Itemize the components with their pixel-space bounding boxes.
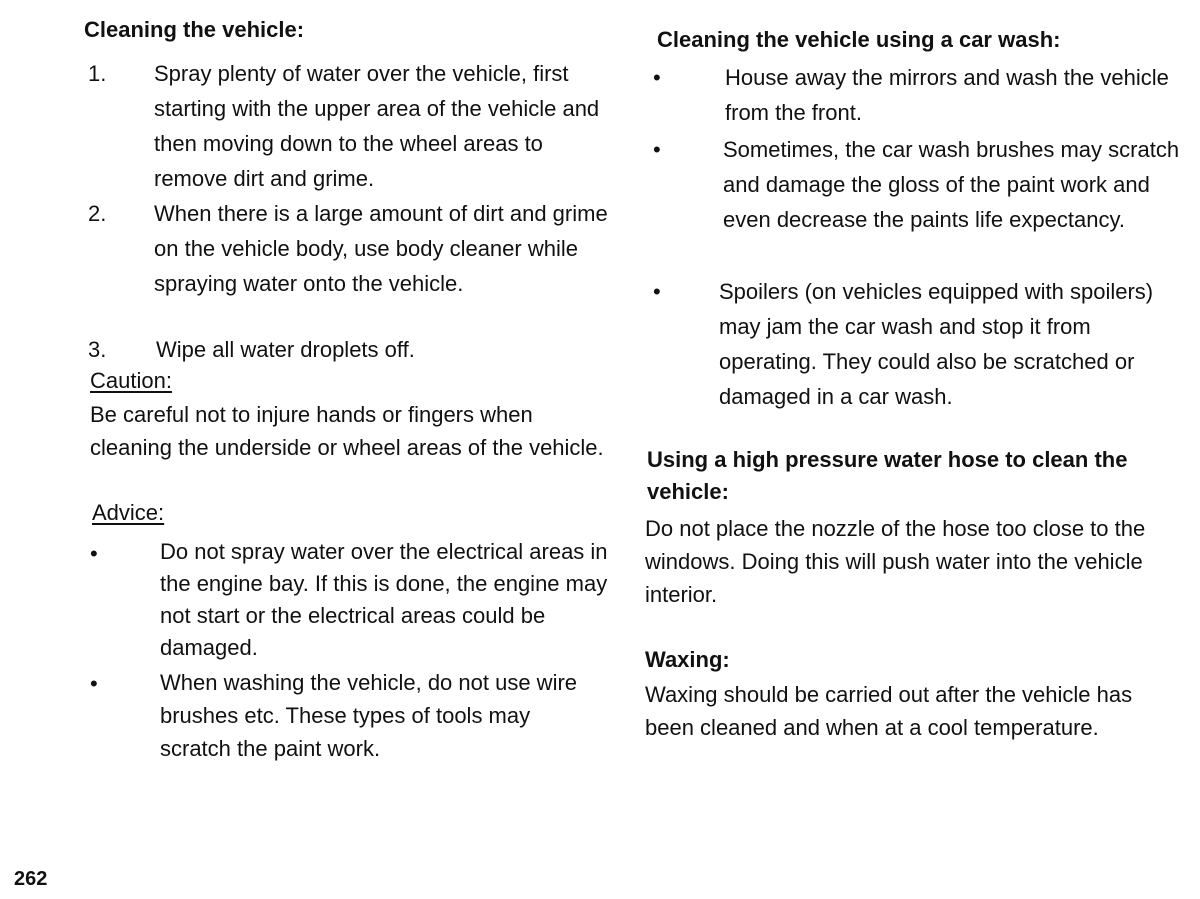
caution-label: Caution:	[90, 368, 172, 393]
car-wash-bullet-2: •	[653, 137, 661, 162]
advice-item-2-text: When washing the vehicle, do not use wire brushes etc. These types of tools may scratch the paint work.	[160, 670, 578, 761]
advice-bullet-2: •	[90, 671, 98, 696]
car-wash-item-1-text: House away the mirrors and wash the vehicle from the front.	[725, 65, 1169, 125]
step-1-text: Spray plenty of water over the vehicle, first starting with the upper area of the vehicle and then moving down to the wheel areas to remove dirt and grime.	[154, 61, 600, 191]
page-number: 262	[14, 868, 48, 890]
car-wash-bullet-3: •	[653, 279, 661, 304]
step-1	[88, 56, 608, 196]
step-3-number: 3.	[88, 337, 107, 362]
advice-bullet-1: •	[90, 541, 98, 566]
step-3-text: Wipe all water droplets off.	[156, 337, 415, 362]
step-2-number: 2.	[88, 201, 107, 226]
car-wash-item-3-text: Spoilers (on vehicles equipped with spoilers) may jam the car wash and stop it from operating. They could also be scratched or damaged in a car wash.	[719, 279, 1154, 409]
hose-text: Do not place the nozzle of the hose too close to the windows. Doing this will push water into the vehicle interior.	[645, 516, 1146, 607]
car-wash-item-2	[653, 132, 1193, 272]
car-wash-item-3	[653, 274, 1193, 414]
car-wash-item-1	[653, 60, 1193, 132]
advice-item-1-text: Do not spray water over the electrical areas in the engine bay. If this is done, the engine may not start or the electrical areas could be damaged.	[160, 539, 608, 660]
waxing-text: Waxing should be carried out after the vehicle has been cleaned and when at a cool temperature.	[645, 682, 1133, 740]
car-wash-heading: Cleaning the vehicle using a car wash:	[657, 27, 1061, 52]
caution-text: Be careful not to injure hands or fingers when cleaning the underside or wheel areas of the vehicle.	[90, 402, 604, 460]
step-2-text: When there is a large amount of dirt and grime on the vehicle body, use body cleaner while spraying water onto the vehicle.	[154, 201, 608, 296]
waxing-heading: Waxing:	[645, 647, 730, 672]
step-2	[88, 196, 608, 336]
step-1-number: 1.	[88, 61, 107, 86]
advice-item-1	[90, 536, 610, 666]
step-3	[88, 332, 608, 367]
hose-heading: Using a high pressure water hose to clean the vehicle:	[647, 447, 1128, 504]
car-wash-bullet-1: •	[653, 65, 661, 90]
advice-label: Advice:	[92, 500, 165, 525]
cleaning-vehicle-heading: Cleaning the vehicle:	[84, 17, 305, 42]
car-wash-item-2-text: Sometimes, the car wash brushes may scratch and damage the gloss of the paint work and even decrease the paints life expectancy.	[723, 137, 1180, 232]
advice-item-2	[90, 666, 610, 766]
